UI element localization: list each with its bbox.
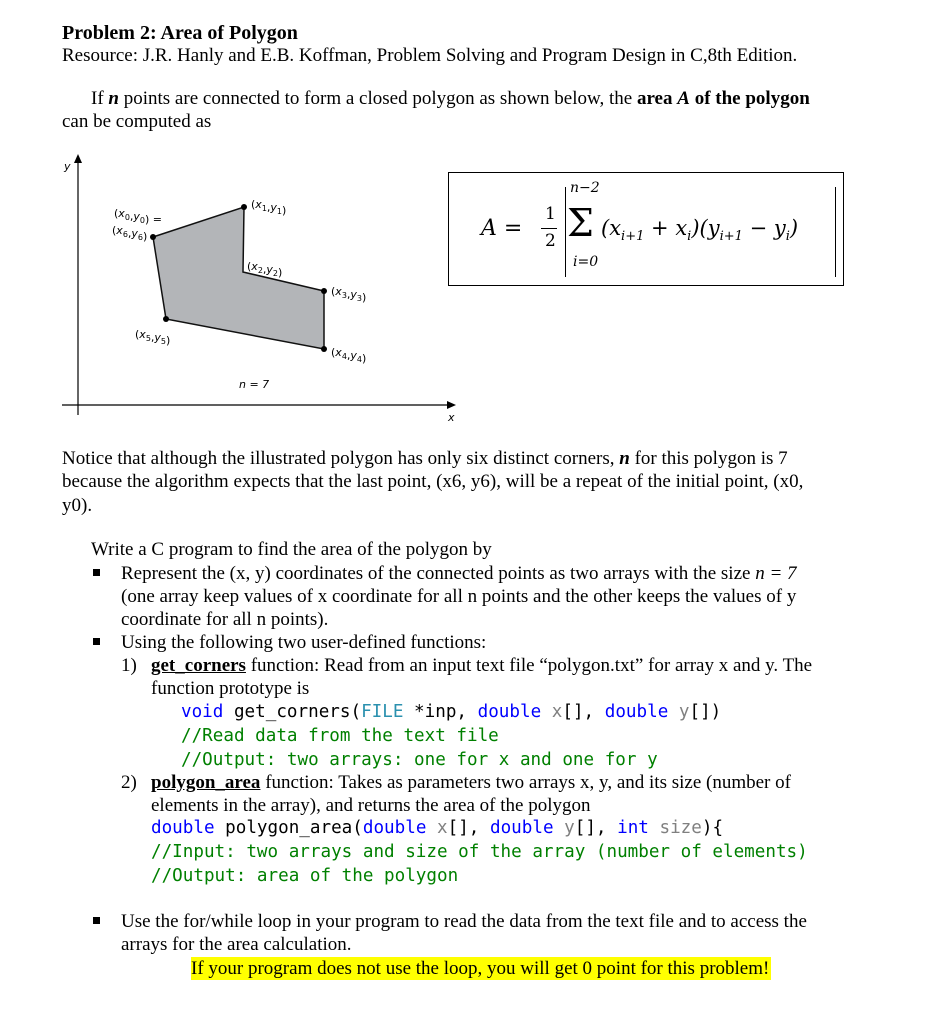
item2-line-1: polygon_area function: Takes as parameters two arrays x, y, and its size (number of: [151, 772, 791, 793]
code-polygon-area-prototype: double polygon_area(double x[], double y[], int size){: [151, 818, 724, 838]
x-axis-label: x: [448, 411, 455, 424]
problem-title: Problem 2: Area of Polygon: [62, 22, 298, 44]
abs-bar-right: [835, 187, 836, 277]
code-get-corners-prototype: void get_corners(FILE *inp, double x[], double y[]): [181, 702, 722, 722]
bullet-icon: [93, 638, 100, 645]
sigma: Σ: [567, 201, 594, 245]
item1-line-1: get_corners function: Read from an input text file “polygon.txt” for array x and y. The: [151, 655, 813, 676]
sum-upper: n−2: [570, 180, 600, 196]
formula-body: $(x_{i+1} + x_i)(y_{i+1} - y_i)$: [601, 216, 799, 245]
label-p2: $(x_2,y_2)$: [247, 260, 283, 279]
y-axis-label: y: [64, 160, 71, 173]
notice-line-1: Notice that although the illustrated polygon has only six distinct corners, n for this polygon is 7: [62, 448, 788, 469]
area-formula-box: [448, 172, 844, 286]
notice-line-2: because the algorithm expects that the last point, (x6, y6), will be a repeat of the initial point, (x0,: [62, 471, 804, 492]
resource-line: Resource: J.R. Hanly and E.B. Koffman, Problem Solving and Program Design in C,8th Edition.: [62, 45, 798, 66]
polygon-shape: [153, 207, 324, 349]
label-p6: $(x_6,y_6)$: [112, 224, 148, 243]
code-comment: //Output: two arrays: one for x and one for y: [181, 750, 658, 770]
intro-line-2: can be computed as: [62, 111, 212, 132]
bullet1-line-1: Represent the (x, y) coordinates of the connected points as two arrays with the size n = 7: [121, 563, 797, 584]
sum-lower: i=0: [573, 254, 599, 270]
formula-numerator: 1: [545, 204, 556, 224]
notice-line-3: y0).: [62, 495, 93, 516]
loop-warning-highlight: If your program does not use the loop, you will get 0 point for this problem!: [191, 958, 770, 979]
label-p1: $(x_1,y_1)$: [251, 198, 287, 217]
bullet-icon: [93, 917, 100, 924]
bullet-icon: [93, 569, 100, 576]
n-label: n = 7: [239, 378, 270, 391]
label-p0: $(x_0,y_0)$ =: [114, 207, 163, 226]
bullet3-line-1: Use the for/while loop in your program to read the data from the text file and to access the: [121, 911, 807, 932]
bullet1-line-2: (one array keep values of x coordinate for all n points and the other keeps the values of y: [121, 586, 797, 607]
write-instruction: Write a C program to find the area of the polygon by: [91, 539, 492, 560]
label-p3: $(x_3,y_3)$: [331, 285, 367, 304]
item2-line-2: elements in the array), and returns the area of the polygon: [151, 795, 591, 816]
fraction-bar: [541, 228, 557, 229]
code-comment: //Read data from the text file: [181, 726, 499, 746]
bullet3-line-2: arrays for the area calculation.: [121, 934, 352, 955]
formula-lhs: A =: [481, 216, 523, 241]
label-p5: $(x_5,y_5)$: [135, 328, 171, 347]
item1-line-2: function prototype is: [151, 678, 310, 699]
item2-number: 2): [121, 772, 137, 793]
abs-bar-left: [565, 187, 566, 277]
y-axis-arrow: [74, 154, 82, 163]
x-axis-arrow: [447, 401, 456, 409]
bullet1-line-3: coordinate for all n points).: [121, 609, 329, 630]
intro-line-1: If n points are connected to form a closed polygon as shown below, the area A of the polygon: [91, 88, 810, 109]
item1-number: 1): [121, 655, 137, 676]
code-comment: //Input: two arrays and size of the array (number of elements): [151, 842, 808, 862]
formula-denominator: 2: [545, 231, 556, 251]
label-p4: $(x_4,y_4)$: [331, 346, 367, 365]
bullet2-text: Using the following two user-defined functions:: [121, 632, 487, 653]
code-comment: //Output: area of the polygon: [151, 866, 459, 886]
